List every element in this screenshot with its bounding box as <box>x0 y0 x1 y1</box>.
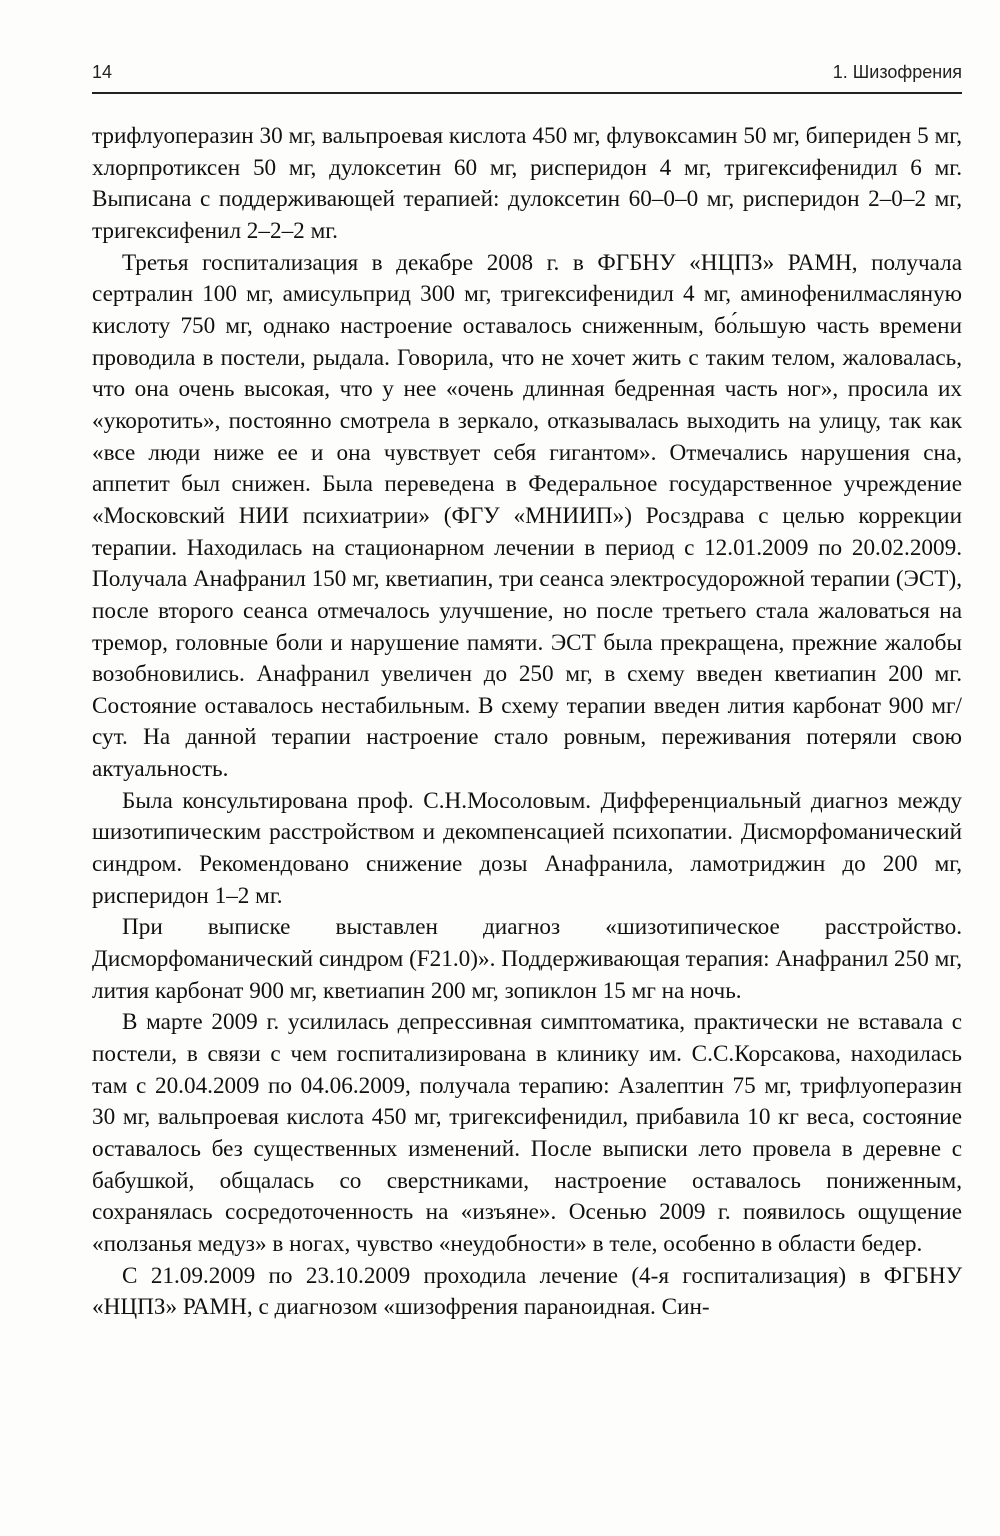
chapter-title: 1. Шизофрения <box>832 62 962 82</box>
paragraph-consultation: Была консультирована проф. С.Н.Мосоловым. Дифференциальный диагноз между шизотипическим расстройством и декомпенсацией психопатии. Дисморфоманический синдром. Рекомендовано снижение дозы Анафранила, ламотриджин до 200 мг, рисперидон 1–2 мг. <box>92 787 962 909</box>
paragraph-march-2009: В марте 2009 г. усилилась депрессивная симптоматика, практически не вставала с постели, в связи с чем госпитализирована в клинику им. С.С.Корсакова, находилась там с 20.04.2009 по 04.06.2009, получала терапию: Азалептин 75 мг, трифлуоперазин 30 мг, вальпроевая кислота 450 мг, тригексифенидил, прибавила 10 кг веса, состояние оставалось без существенных изменений. После выписки лето провела в деревне с бабушкой, общалась со сверстниками, настроение оставалось пониженным, сохранялась сосредоточенность на «изъяне». Осенью 2009 г. появилось ощущение «ползанья медуз» в ногах, чувство «неудобности» в теле, особенно в области бедер. <box>92 1009 962 1257</box>
paragraph-fourth-hospitalization: С 21.09.2009 по 23.10.2009 проходила лечение (4-я госпитализация) в ФГБНУ «НЦПЗ» РАМН, с диагнозом «шизофрения параноидная. Син- <box>92 1262 962 1321</box>
header-rule <box>92 92 962 94</box>
paragraph-continued: трифлуоперазин 30 мг, вальпроевая кислота 450 мг, флувоксамин 50 мг, бипериден 5 мг, хлорпротиксен 50 мг, дулоксетин 60 мг, рисперидон 4 мг, тригексифенидил 6 мг. Выписана с поддерживающей терапией: дулоксетин 60–0–0 мг, рисперидон 2–0–2 мг, тригексифенил 2–2–2 мг. <box>92 123 962 244</box>
paragraph-discharge-diagnosis: При выписке выставлен диагноз «шизотипическое расстройство. Дисморфоманический синдром (F21.0)». Поддерживающая терапия: Анафранил 250 мг, лития карбонат 900 мг, кветиапин 200 мг, зопиклон 15 мг на ночь. <box>92 914 962 1004</box>
running-header <box>92 60 962 90</box>
page-number: 14 <box>92 62 113 82</box>
paragraph-third-hospitalization: Третья госпитализация в декабре 2008 г. в ФГБНУ «НЦПЗ» РАМН, получала сертралин 100 мг, амисульприд 300 мг, тригексифенидил 4 мг, аминофенилмасляную кислоту 750 мг, однако настроение оставалось сниженным, бо́льшую часть времени проводила в постели, рыдала. Говорила, что не хочет жить с таким телом, жаловалась, что она очень высокая, что у нее «очень длинная бедренная часть ног», просила их «укоротить», постоянно смотрела в зеркало, отказывалась выходить на улицу, так как «все люди ниже ее и она чувствует себя гигантом». Отмечались нарушения сна, аппетит был снижен. Была переведена в Федеральное государственное учреждение «Московский НИИ психиатрии» (ФГУ «МНИИП») Росздрава с целью коррекции терапии. Находилась на стационарном лечении в период с 12.01.2009 по 20.02.2009. Получала Анафранил 150 мг, кветиапин, три сеанса электросудорожной терапии (ЭСТ), после второго сеанса отмечалось улучшение, но после третьего стала жаловаться на тремор, головные боли и нарушение памяти. ЭСТ была прекращена, прежние жалобы возобновились. Анафранил увеличен до 250 мг, в схему введен кветиапин 200 мг. Состояние оставалось нестабильным. В схему терапии введен лития карбонат 900 мг/сут. На данной терапии настроение стало ровным, переживания потеряли свою актуальность. <box>92 249 962 783</box>
body-text <box>92 121 962 1324</box>
